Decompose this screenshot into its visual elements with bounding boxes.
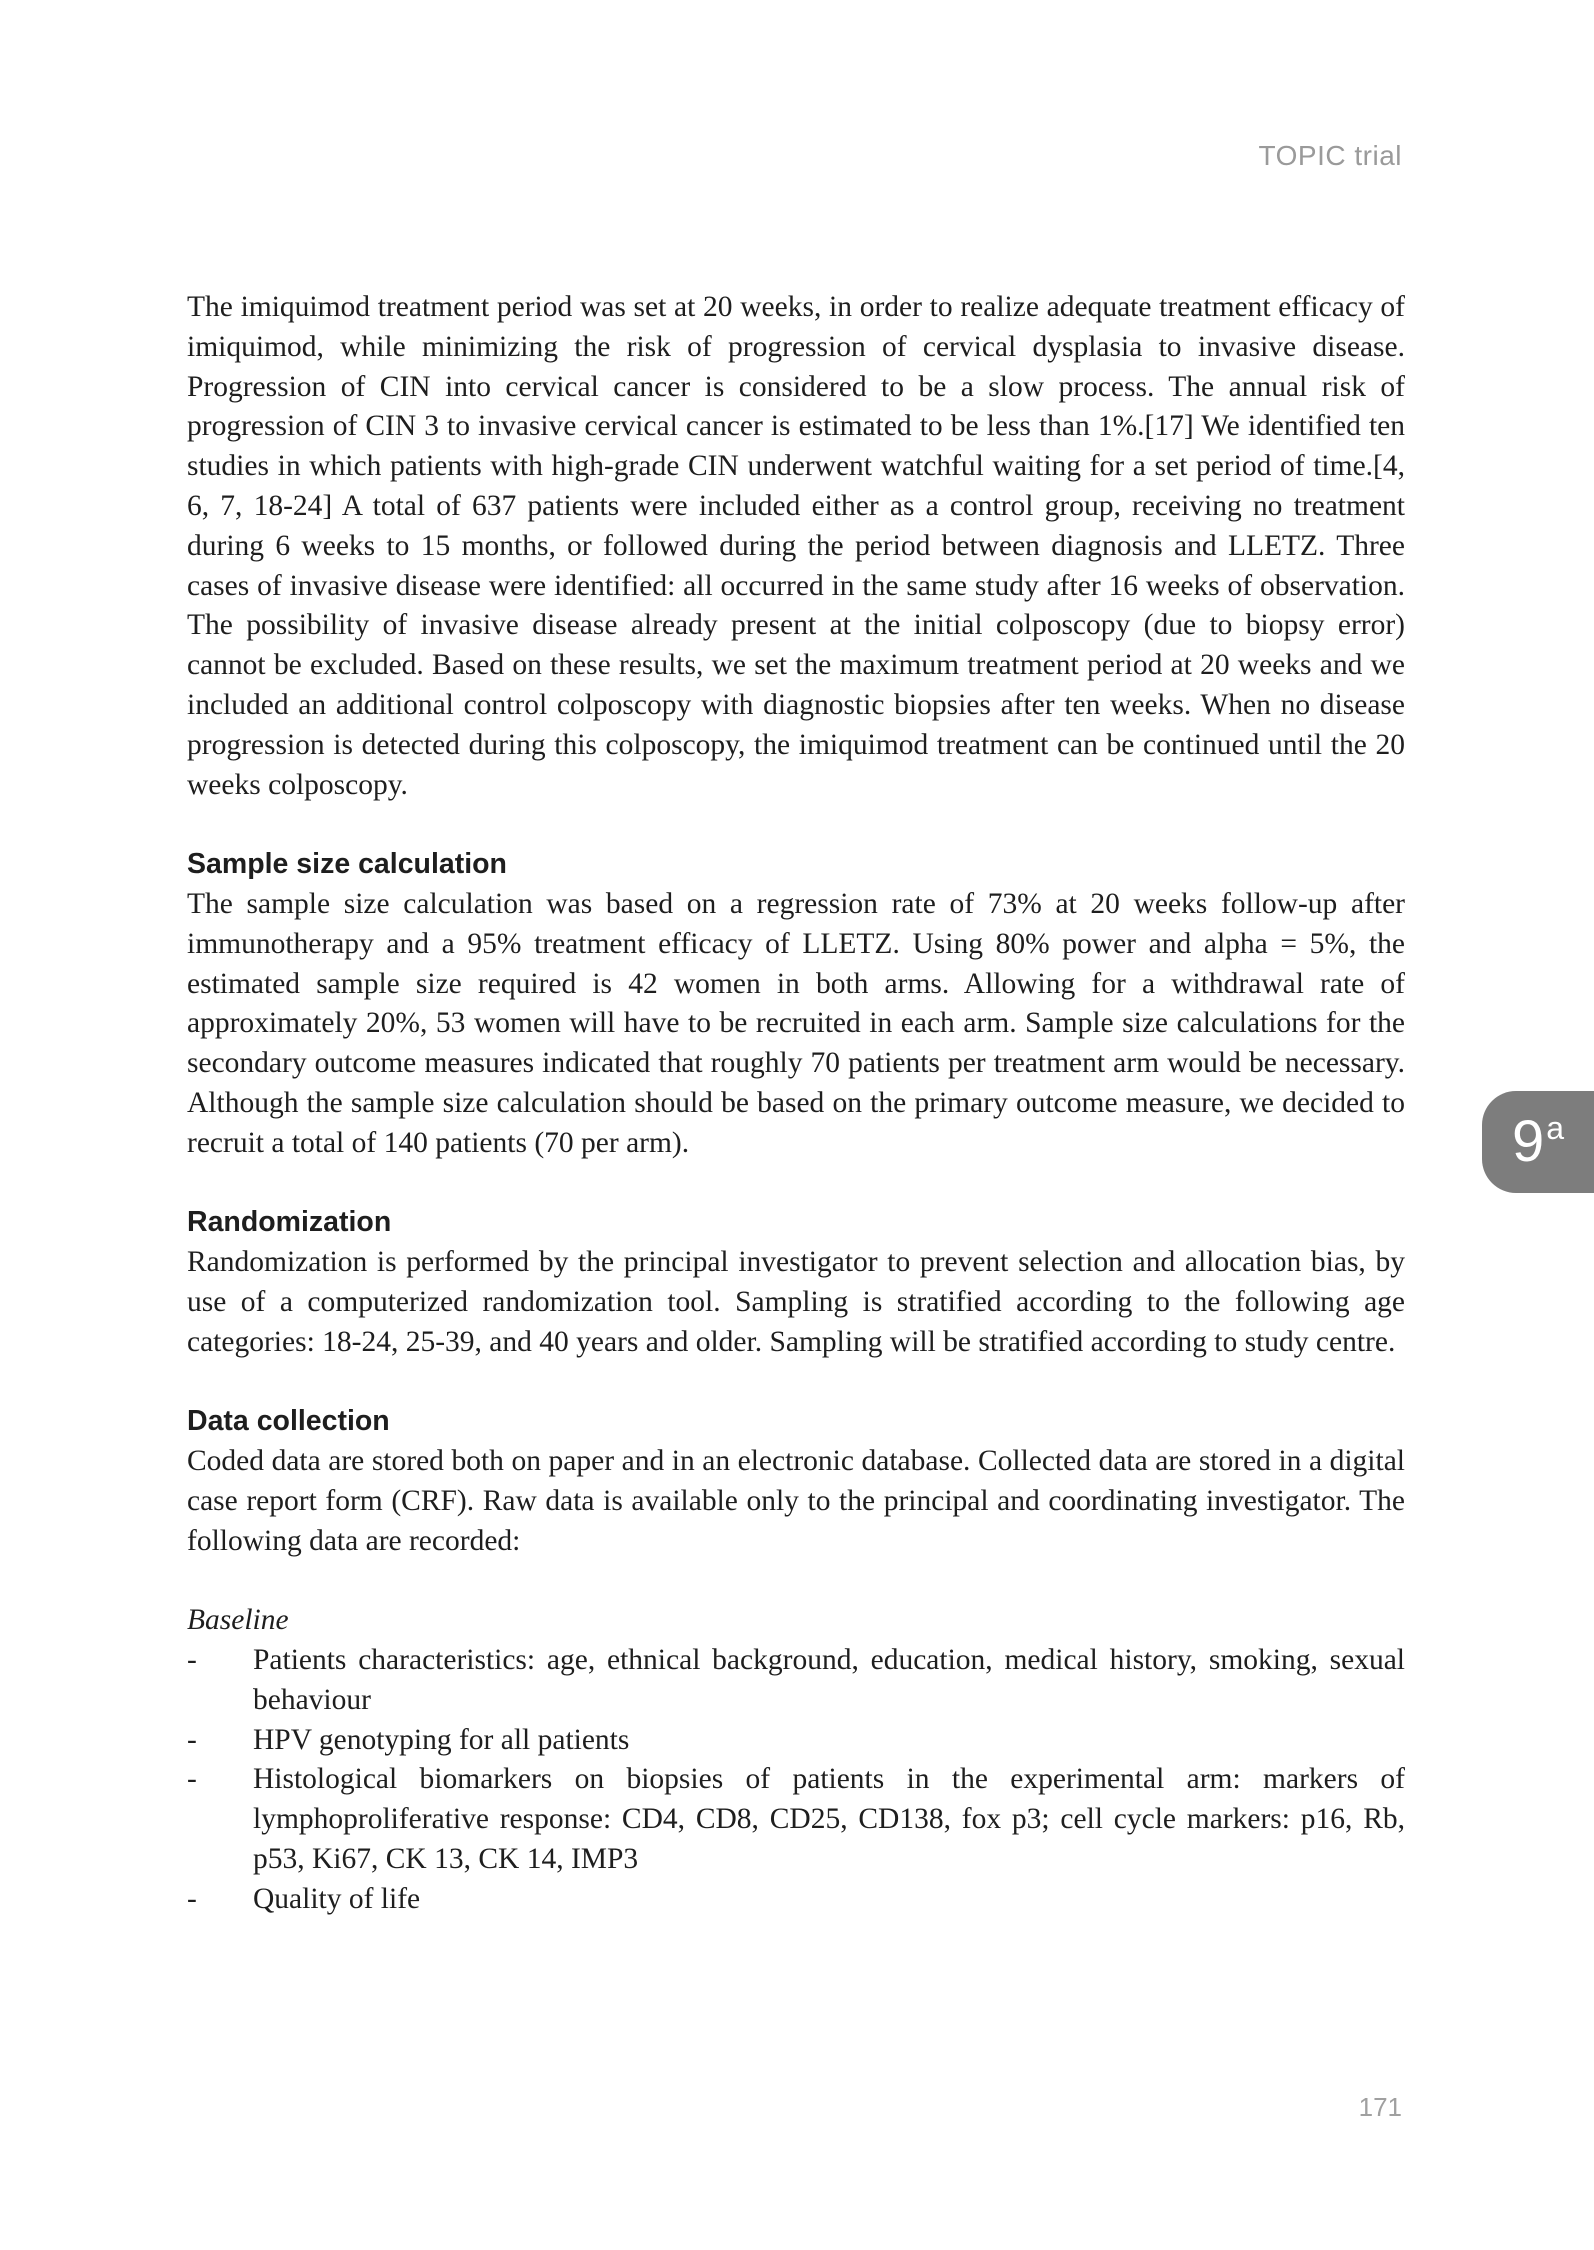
dash-bullet: - (187, 1723, 197, 1756)
section-randomization (187, 1203, 1405, 1362)
list-item (187, 1880, 1405, 1920)
baseline-list (187, 1641, 1405, 1920)
section-sample-size (187, 845, 1405, 1163)
chapter-suffix: a (1546, 1110, 1565, 1146)
list-item-text: Histological biomarkers on biopsies of patients in the experimental arm: markers of lymphoproliferative response: CD4, CD8, CD25, CD138, fox p3; cell cycle markers: p16, Rb, p53, Ki67, CK 13, CK 14, IMP3 (253, 1763, 1405, 1876)
section-paragraph: Coded data are stored both on paper and in an electronic database. Collected data are stored in a digital case report form (CRF). Raw data is available only to the principal and coordinating investigator. The following data are recorded: (187, 1445, 1405, 1557)
page-number: 171 (1358, 2092, 1402, 2122)
dash-bullet: - (187, 1644, 197, 1677)
section-paragraph: Randomization is performed by the principal investigator to prevent selection and allocation bias, by use of a computerized randomization tool. Sampling is stratified according to the following age categories: 18-24, 25-39, and 40 years and older. Sampling will be stratified according to study centre. (187, 1246, 1405, 1358)
list-item (187, 1641, 1405, 1721)
list-item (187, 1760, 1405, 1879)
section-heading: Randomization (187, 1206, 392, 1239)
list-item-text: HPV genotyping for all patients (253, 1723, 630, 1756)
section-heading: Sample size calculation (187, 848, 507, 881)
intro-paragraph: The imiquimod treatment period was set at 20 weeks, in order to realize adequate treatment efficacy of imiquimod, while minimizing the risk of progression of cervical dysplasia to invasive disease. Progression of CIN into cervical cancer is considered to be a slow process. The annual risk of progression of CIN 3 to invasive cervical cancer is estimated to be less than 1%.[17] We identified ten studies in which patients with high-grade CIN underwent watchful waiting for a set period of time.[4, 6, 7, 18-24] A total of 637 patients were included either as a control group, receiving no treatment during 6 weeks to 15 months, or followed during the period between diagnosis and LLETZ. Three cases of invasive disease were identified: all occurred in the same study after 16 weeks of observation. The possibility of invasive disease already present at the initial colposcopy (due to biopsy error) cannot be excluded. Based on these results, we set the maximum treatment period at 20 weeks and we included an additional control colposcopy with diagnostic biopsies after ten weeks. When no disease progression is detected during this colposcopy, the imiquimod treatment can be continued until the 20 weeks colposcopy. (187, 291, 1405, 801)
chapter-tab (1482, 1091, 1594, 1193)
section-heading: Data collection (187, 1405, 390, 1438)
list-item-text: Quality of life (253, 1882, 421, 1915)
section-paragraph: The sample size calculation was based on a regression rate of 73% at 20 weeks follow-up after immunotherapy and a 95% treatment efficacy of LLETZ. Using 80% power and alpha = 5%, the estimated sample size required is 42 women in both arms. Allowing for a withdrawal rate of approximately 20%, 53 women will have to be recruited in each arm. Sample size calculations for the secondary outcome measures indicated that roughly 70 patients per treatment arm would be necessary. Although the sample size calculation should be based on the primary outcome measure, we decided to recruit a total of 140 patients (70 per arm). (187, 887, 1405, 1159)
dash-bullet: - (187, 1882, 197, 1915)
list-item (187, 1721, 1405, 1761)
list-item-text: Patients characteristics: age, ethnical background, education, medical history, smoking, sexual behaviour (253, 1644, 1405, 1716)
running-header: TOPIC trial (1258, 140, 1402, 171)
dash-bullet: - (187, 1763, 197, 1796)
baseline-subheading: Baseline (187, 1604, 289, 1637)
section-data-collection (187, 1402, 1405, 1561)
page-body (187, 288, 1405, 1920)
chapter-number: 9 (1511, 1109, 1545, 1174)
